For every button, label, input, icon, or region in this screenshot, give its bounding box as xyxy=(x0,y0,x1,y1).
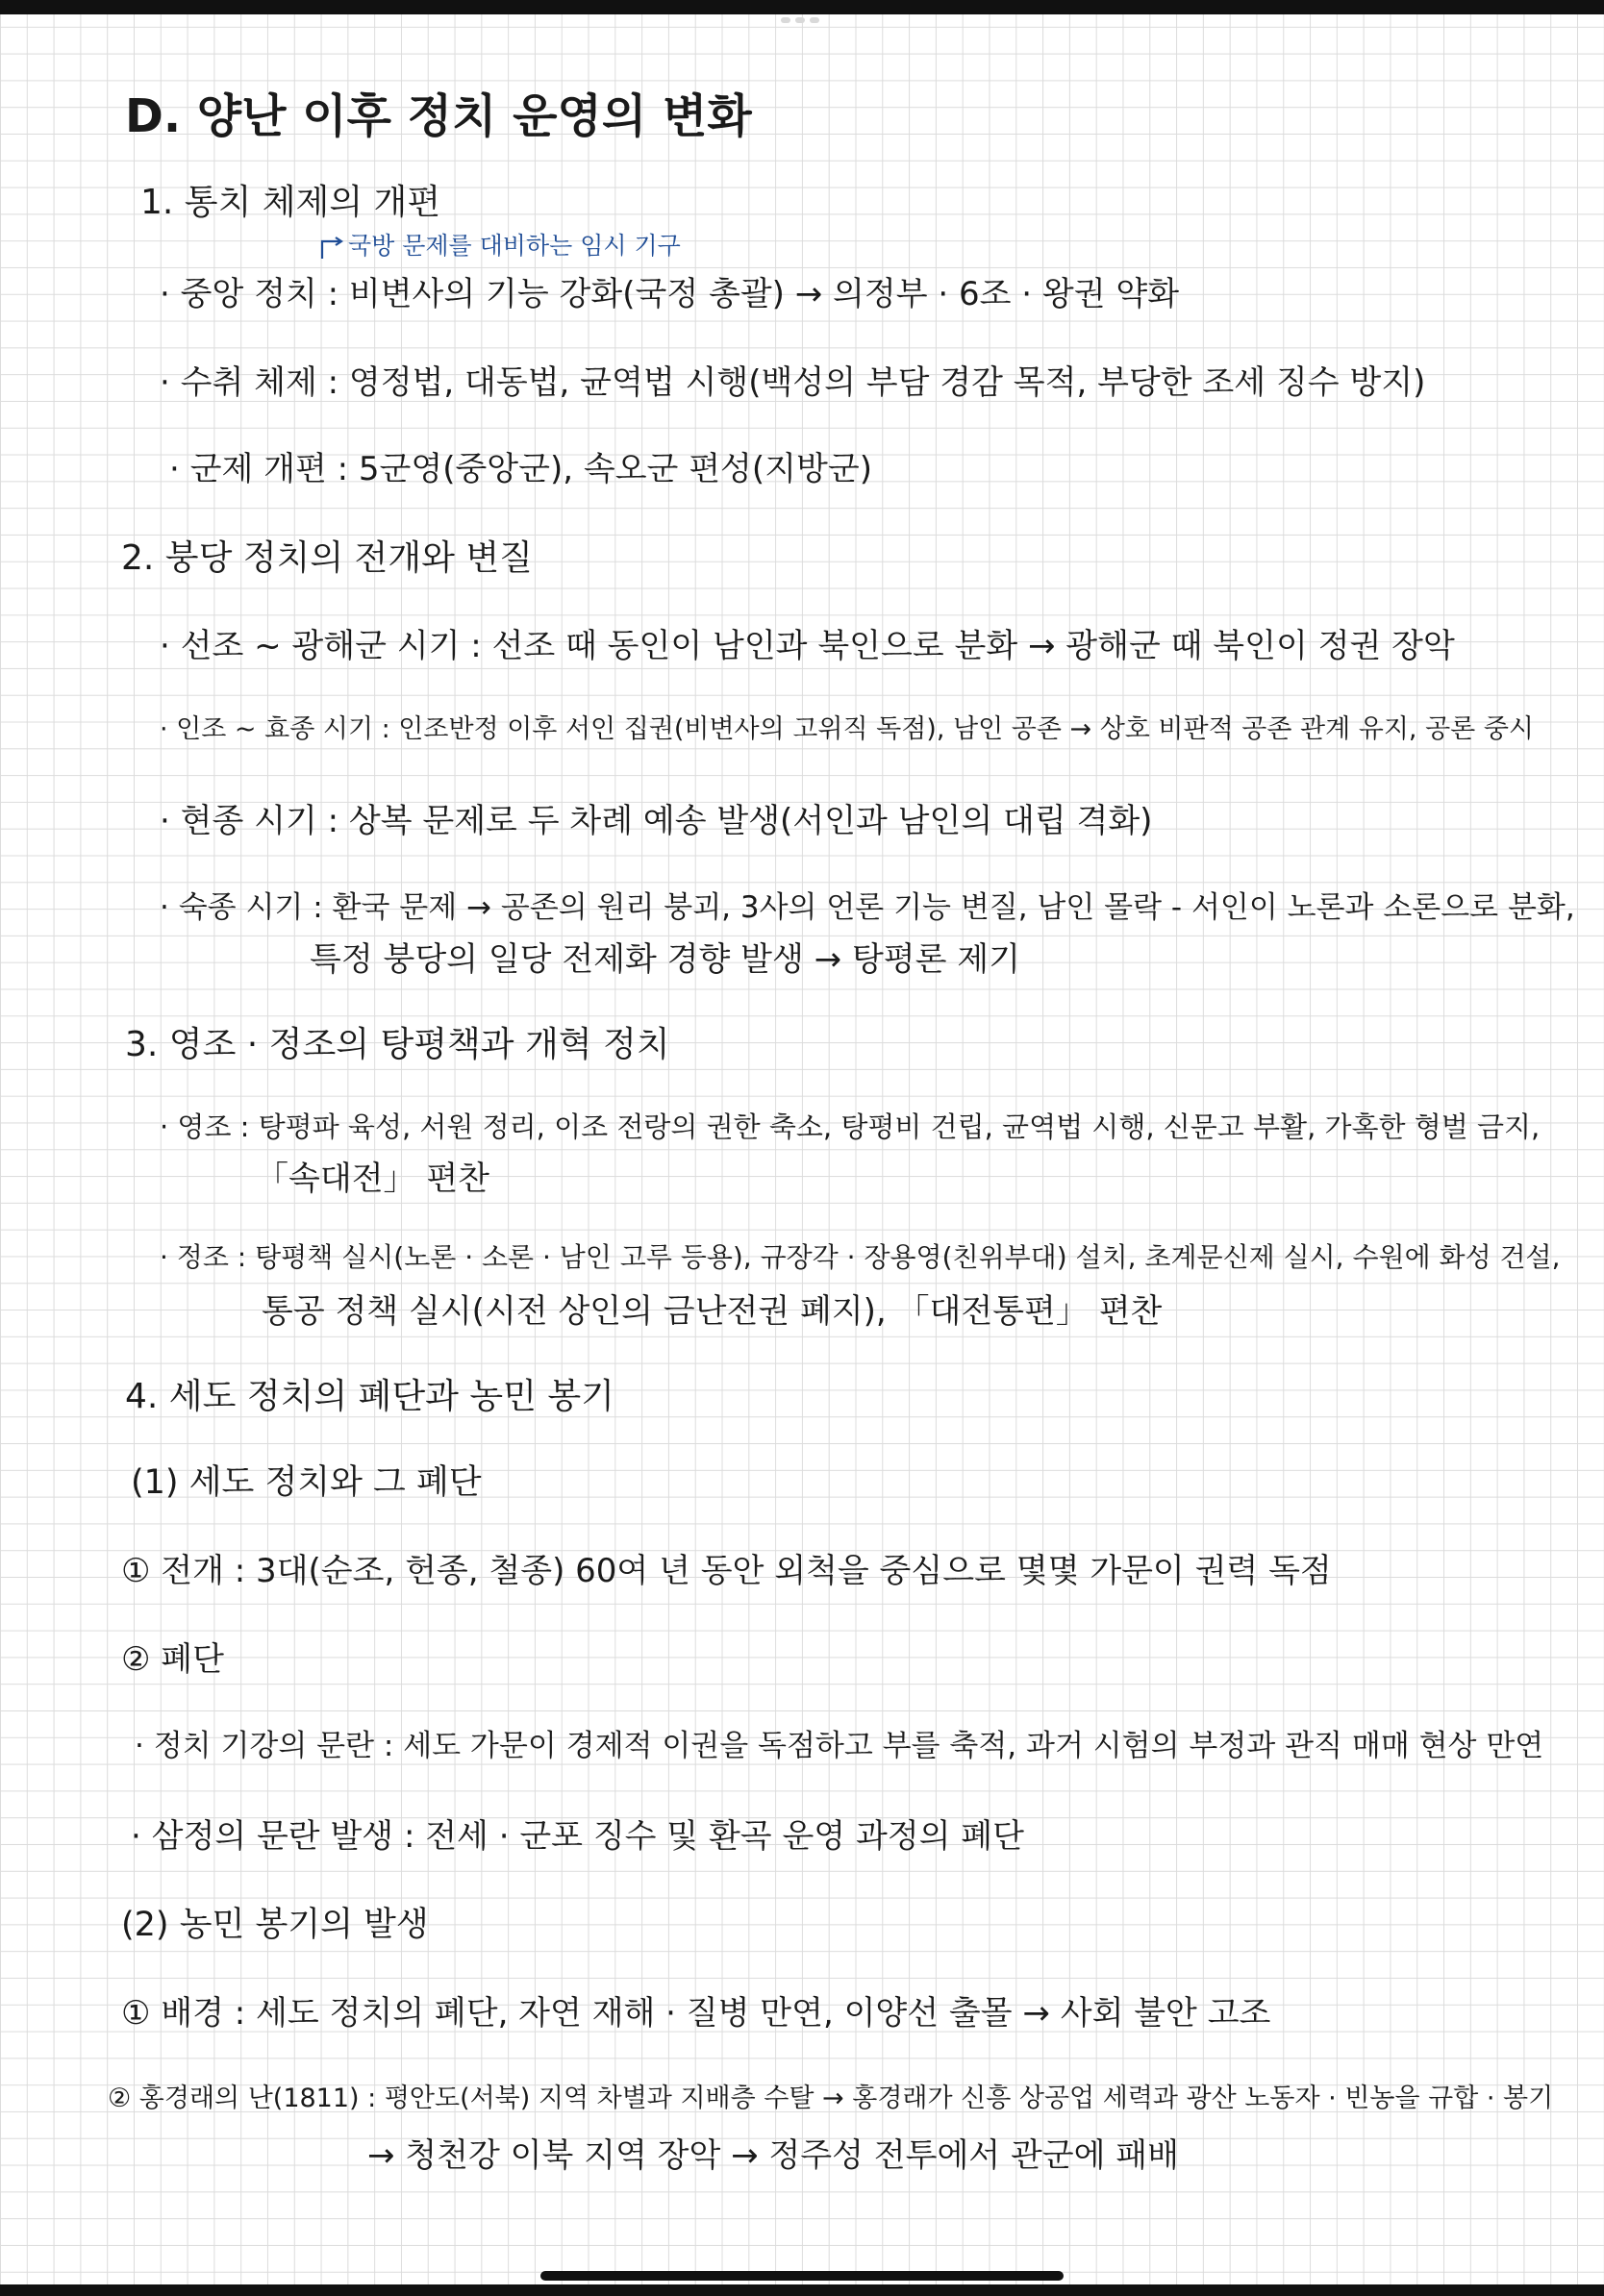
page-title: D. 양난 이후 정치 운영의 변화 xyxy=(125,89,752,143)
s3-item-jeongjo-cont: 통공 정책 실시(시전 상인의 금난전권 폐지), 「대전통편」 편찬 xyxy=(262,1292,1163,1331)
section-1-heading: 1. 통치 체제의 개편 xyxy=(140,183,441,222)
sub2-item-background: ① 배경 : 세도 정치의 폐단, 자연 재해 · 질병 만연, 이양선 출몰 → 사회 불안 고조 xyxy=(121,1994,1271,2033)
s1-item-military-reform: · 군제 개편 : 5군영(중앙군), 속오군 편성(지방군) xyxy=(169,450,872,488)
s2-item-injo: · 인조 ~ 효종 시기 : 인조반정 이후 서인 집권(비변사의 고위직 독점), 남인 공존 → 상호 비판적 공존 관계 유지, 공론 중시 xyxy=(160,714,1534,744)
s1-item-central-politics: · 중앙 정치 : 비변사의 기능 강화(국정 총괄) → 의정부 · 6조 · 왕권 약화 xyxy=(160,275,1180,313)
sub2-item-hong-gyeongnae-cont: → 청천강 이북 지역 장악 → 정주성 전투에서 관군에 패배 xyxy=(367,2136,1179,2175)
sub1-item-political-discipline: · 정치 기강의 문란 : 세도 가문이 경제적 이권을 독점하고 부를 축적, 과거 시험의 부정과 관직 매매 현상 만연 xyxy=(135,1729,1544,1763)
s3-item-yeongjo-cont: 「속대전」 편찬 xyxy=(256,1160,490,1198)
top-status-bar xyxy=(0,0,1604,14)
home-indicator[interactable] xyxy=(540,2271,1064,2281)
sub2-item-hong-gyeongnae: ② 홍경래의 난(1811) : 평안도(서북) 지역 차별과 지배층 수탈 → 홍경래가 신흥 상공업 세력과 광산 노동자 · 빈농을 규합 · 봉기 xyxy=(108,2084,1554,2113)
section-4-heading: 4. 세도 정치의 폐단과 농민 봉기 xyxy=(125,1377,614,1416)
s3-item-yeongjo: · 영조 : 탕평파 육성, 서원 정리, 이조 전랑의 권한 축소, 탕평비 건립, 균역법 시행, 신문고 부활, 가혹한 형벌 금지, xyxy=(160,1111,1541,1143)
section-2-heading: 2. 붕당 정치의 전개와 변질 xyxy=(121,538,533,578)
s2-item-seonjo: · 선조 ~ 광해군 시기 : 선조 때 동인이 남인과 북인으로 분화 → 광해군 때 북인이 정권 장악 xyxy=(160,627,1455,665)
multitasking-handle[interactable] xyxy=(781,17,823,25)
s3-item-jeongjo: · 정조 : 탕평책 실시(노론 · 소론 · 남인 고루 등용), 규장각 · 장용영(친위부대) 설치, 초계문신제 실시, 수원에 화성 건설, xyxy=(160,1241,1561,1273)
subsection-2-heading: (2) 농민 봉기의 발생 xyxy=(121,1906,429,1944)
subsection-1-heading: (1) 세도 정치와 그 폐단 xyxy=(131,1463,482,1502)
s2-item-hyeonjong: · 현종 시기 : 상복 문제로 두 차례 예송 발생(서인과 남인의 대립 격화) xyxy=(160,802,1153,840)
sub1-item-development: ① 전개 : 3대(순조, 헌종, 철종) 60여 년 동안 외척을 중심으로 몇몇 가문이 권력 독점 xyxy=(121,1552,1332,1590)
section-3-heading: 3. 영조 · 정조의 탕평책과 개혁 정치 xyxy=(125,1025,670,1064)
bottom-bar xyxy=(0,2284,1604,2296)
sub1-item-three-administrations: · 삼정의 문란 발생 : 전세 · 군포 징수 및 환곡 운영 과정의 폐단 xyxy=(131,1817,1024,1856)
annotation-note: 국방 문제를 대비하는 임시 기구 xyxy=(348,232,681,260)
sub1-item-abuses: ② 폐단 xyxy=(121,1640,224,1679)
s2-item-sukjong-cont: 특정 붕당의 일당 전제화 경향 발생 → 탕평론 제기 xyxy=(310,940,1020,979)
s1-item-tax-system: · 수취 체제 : 영정법, 대동법, 균역법 시행(백성의 부담 경감 목적, 부당한 조세 징수 방지) xyxy=(160,363,1426,402)
s2-item-sukjong: · 숙종 시기 : 환국 문제 → 공존의 원리 붕괴, 3사의 언론 기능 변질, 남인 몰락 - 서인이 노론과 소론으로 분화, xyxy=(160,890,1575,925)
annotation-arrow-icon xyxy=(319,236,344,261)
